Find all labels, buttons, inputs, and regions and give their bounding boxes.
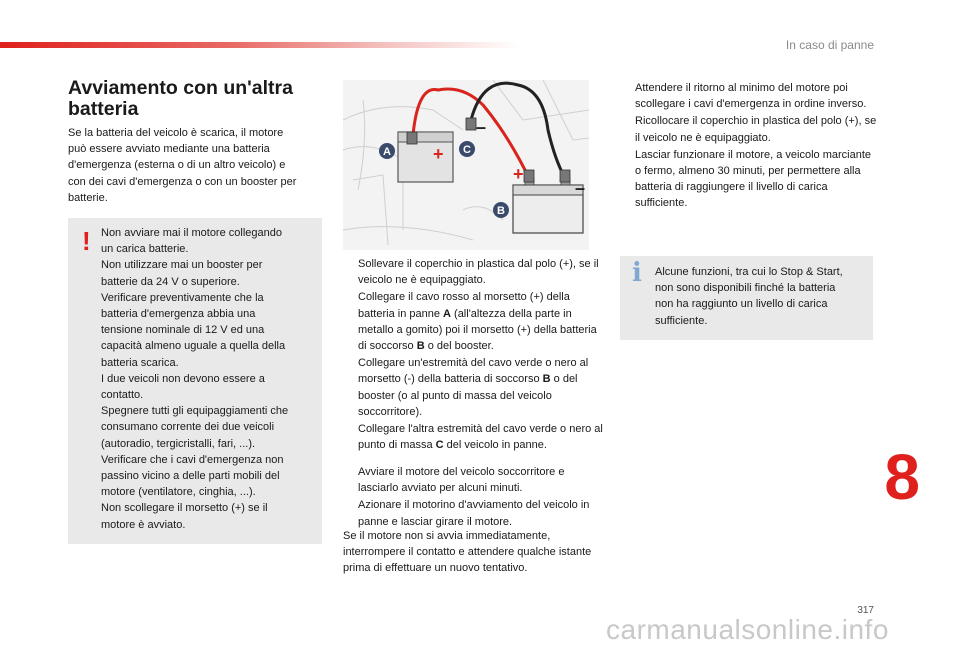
plus-sign-b: + [513,164,524,184]
minus-sign-c: – [476,117,487,137]
info-box [620,256,873,340]
warning-line: un carica batterie. [101,243,189,256]
step-text: Avviare il motore del veicolo soccorritore e lasciarlo avviato per alcuni minuti. [358,466,565,495]
donor-battery [513,178,586,233]
component-ref: A [443,307,451,320]
dead-battery [398,132,453,182]
step-item [620,147,880,212]
step-text: Collegare l'altra estremità del cavo verde o nero al punto di massa [358,423,603,452]
warning-line: Non avviare mai il motore collegando [101,227,282,239]
minus-sign-b: – [575,178,586,198]
warning-line: batteria d'emergenza abbia una [101,308,256,321]
intro-line: può essere avviato mediante una batteria [68,143,270,156]
step-item [343,256,603,288]
info-line: non ha raggiunto un livello di carica [655,298,828,311]
warning-line: motore (ventilatore, cinghia, ...). [101,486,256,499]
step-item [620,113,880,145]
page-number: 317 [857,605,874,616]
step-text: del veicolo in panne. [443,439,547,452]
step-text: Attendere il ritorno al minimo del motore poi scollegare i cavi d'emergenza in ordine inverso. [635,82,867,111]
component-ref: C [435,439,444,452]
label-b-marker [493,202,509,218]
info-line: sufficiente. [655,314,708,327]
warning-line: Spegnere tutti gli equipaggiamenti che [101,405,289,418]
warning-line: (autoradio, tergicristalli, fari, ...). [101,437,256,450]
step-text: Sollevare il coperchio in plastica dal polo (+), se il veicolo ne è equipaggiato. [358,258,599,287]
page-title [68,78,318,120]
plus-sign-a: + [433,144,444,164]
warning-icon: ! [82,226,91,256]
info-text [655,264,870,329]
label-a-marker [379,143,395,159]
info-icon: i [632,258,642,288]
info-line: non sono disponibili finché la batteria [655,282,836,295]
warning-line: consumano corrente dei due veicoli [101,421,275,434]
step-text: Lasciar funzionare il motore, a veicolo marciante o fermo, almeno 30 minuti, per permettere alla batteria di raggiungere il livello di carica sufficiente. [635,148,872,210]
component-ref: B [542,373,551,386]
step-text: Ricollocare il coperchio in plastica del polo (+), se il veicolo ne è equipaggiato. [635,115,877,144]
jump-start-illustration [343,80,589,250]
step-item [343,355,603,420]
section-title: In caso di panne [785,38,874,52]
step-item [620,80,880,112]
step-item [343,289,603,354]
warning-line: tensione nominale di 12 V ed una [101,324,265,337]
intro-line: batterie. [68,191,108,204]
info-line: Alcune funzioni, tra cui lo Stop & Start, [655,266,843,278]
step-text: Azionare il motorino d'avviamento del veicolo in panne e lasciar girare il motore. [358,499,590,528]
label-c: C [463,144,471,156]
warning-line: batteria scarica. [101,356,179,369]
step-text: o del booster (o al punto di massa del veicolo soccorritore). [358,373,578,418]
title-line-1: Avviamento con un'altra [68,77,293,99]
intro-line: d'emergenza (esterna o di un altro veicolo) e [68,159,286,172]
step-text: o del booster. [424,340,494,353]
warning-box [68,218,322,544]
warning-line: I due veicoli non devono essere a [101,372,265,385]
warning-line: Verificare preventivamente che la [101,291,264,304]
header-accent-bar [0,42,520,48]
warning-line: Non utilizzare mai un booster per [101,259,263,272]
label-c-marker [459,141,475,157]
warning-line: motore è avviato. [101,518,186,531]
intro-paragraph [68,125,324,206]
step-text: Collegare un'estremità del cavo verde o nero al morsetto (-) della batteria di soccorso [358,357,589,386]
warning-line: Non scollegare il morsetto (+) se il [101,502,268,515]
connection-steps [343,256,603,454]
step-item [343,497,603,529]
component-ref: B [416,340,425,353]
step-item [343,464,603,496]
step-text: (all'altezza della parte in metallo a gomito) poi il morsetto (+) della batteria di soccorso [358,307,597,353]
intro-line: Se la batteria del veicolo è scarica, il motore [68,127,284,139]
step-text: Collegare il cavo rosso al morsetto (+) della batteria in panne [358,291,570,320]
retry-note: Se il motore non si avvia immediatamente, interrompere il contatto e attendere qualche istante prima di effettuare un nuovo tentativo. [343,530,592,575]
label-a: A [383,146,391,158]
step-item [343,421,603,453]
start-steps [343,464,603,531]
disconnect-steps [620,80,880,213]
warning-line: Verificare che i cavi d'emergenza non [101,453,284,466]
chapter-number: 8 [884,441,920,513]
warning-line: passino vicino a delle parti mobili del [101,470,280,483]
label-b: B [497,205,505,217]
warning-line: batterie da 24 V o superiore. [101,275,240,288]
intro-line: con dei cavi d'emergenza o con un booster per [68,175,297,188]
watermark: carmanualsonline.info [606,614,889,645]
warning-line: contatto. [101,389,144,402]
warning-text [101,225,316,533]
title-line-2: batteria [68,98,139,120]
warning-line: capacità almeno uguale a quella della [101,340,286,353]
